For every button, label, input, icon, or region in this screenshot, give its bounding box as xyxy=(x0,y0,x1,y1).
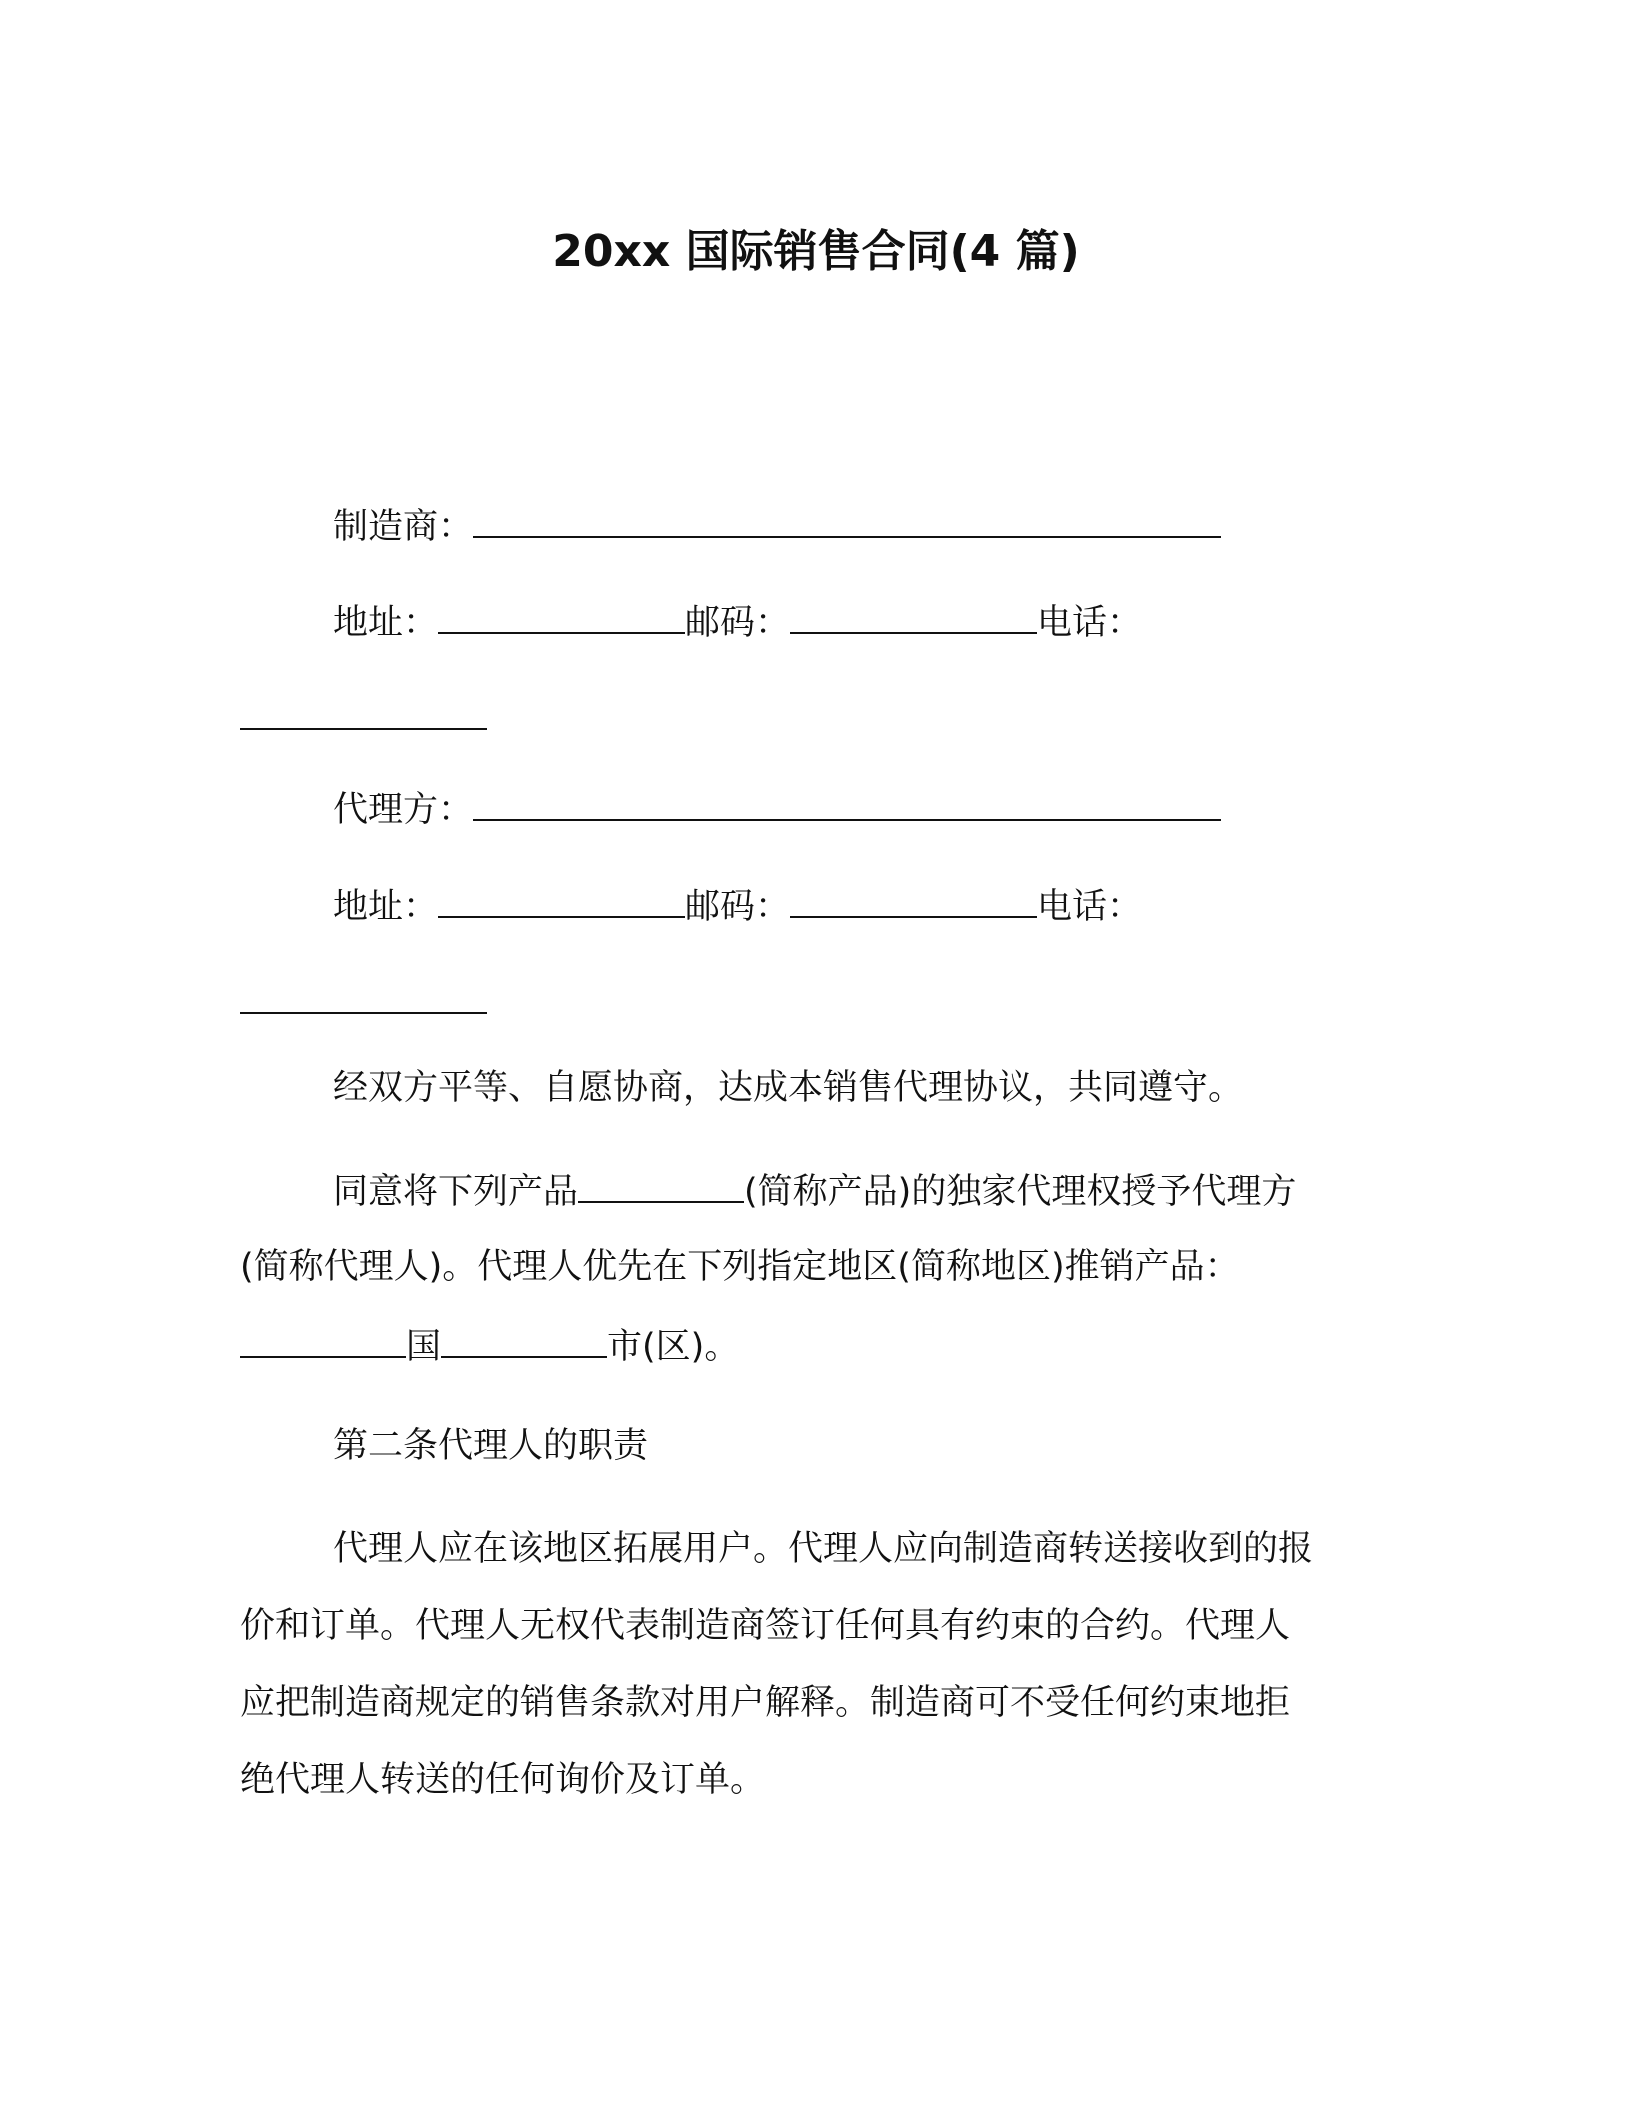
agent-postcode-label: 邮码： xyxy=(685,887,791,927)
product-paragraph-line-2: (简称代理人)。代理人优先在下列指定地区(简称地区)推销产品： xyxy=(240,1247,1240,1287)
country-label: 国 xyxy=(406,1327,442,1367)
manufacturer-label: 制造商： xyxy=(333,507,474,547)
agent-phone-line xyxy=(240,976,487,1028)
article-2-heading: 第二条代理人的职责 xyxy=(333,1426,649,1466)
manufacturer-postcode-blank xyxy=(790,596,1037,634)
agreement-sentence: 经双方平等、自愿协商，达成本销售代理协议，共同遵守。 xyxy=(333,1068,1244,1108)
product-paragraph-line-1 xyxy=(333,1165,1296,1217)
article-2-line-2: 价和订单。代理人无权代表制造商签订任何具有约束的合约。代理人 xyxy=(240,1606,1291,1646)
agent-line xyxy=(333,783,1221,835)
manufacturer-address-blank xyxy=(438,596,685,634)
agent-phone-label: 电话： xyxy=(1037,887,1143,927)
agent-address-blank xyxy=(438,880,685,918)
product-paragraph-line-3 xyxy=(240,1320,739,1372)
country-blank xyxy=(240,1320,406,1358)
agent-address-label: 地址： xyxy=(333,887,439,927)
product-text-b: (简称产品)的独家代理权授予代理方 xyxy=(744,1172,1297,1212)
manufacturer-blank xyxy=(473,500,1221,538)
manufacturer-phone-label: 电话： xyxy=(1037,603,1143,643)
agent-contact-line xyxy=(333,880,1142,932)
product-blank xyxy=(578,1165,744,1203)
article-2-line-1: 代理人应在该地区拓展用户。代理人应向制造商转送接收到的报 xyxy=(333,1529,1314,1569)
manufacturer-postcode-label: 邮码： xyxy=(685,603,791,643)
city-blank xyxy=(441,1320,607,1358)
document-title: 20xx 国际销售合同(4 篇) xyxy=(552,226,1080,277)
agent-blank xyxy=(473,783,1221,821)
agent-phone-blank xyxy=(240,976,487,1014)
article-2-line-4: 绝代理人转送的任何询价及订单。 xyxy=(240,1760,766,1800)
manufacturer-phone-blank xyxy=(240,692,487,730)
manufacturer-line xyxy=(333,500,1221,552)
manufacturer-phone-line xyxy=(240,692,487,744)
article-2-line-3: 应把制造商规定的销售条款对用户解释。制造商可不受任何约束地拒 xyxy=(240,1683,1291,1723)
manufacturer-address-label: 地址： xyxy=(333,603,439,643)
manufacturer-contact-line xyxy=(333,596,1142,648)
agent-label: 代理方： xyxy=(333,790,474,830)
city-label: 市(区)。 xyxy=(607,1327,740,1367)
agent-postcode-blank xyxy=(790,880,1037,918)
product-text-a: 同意将下列产品 xyxy=(333,1172,579,1212)
